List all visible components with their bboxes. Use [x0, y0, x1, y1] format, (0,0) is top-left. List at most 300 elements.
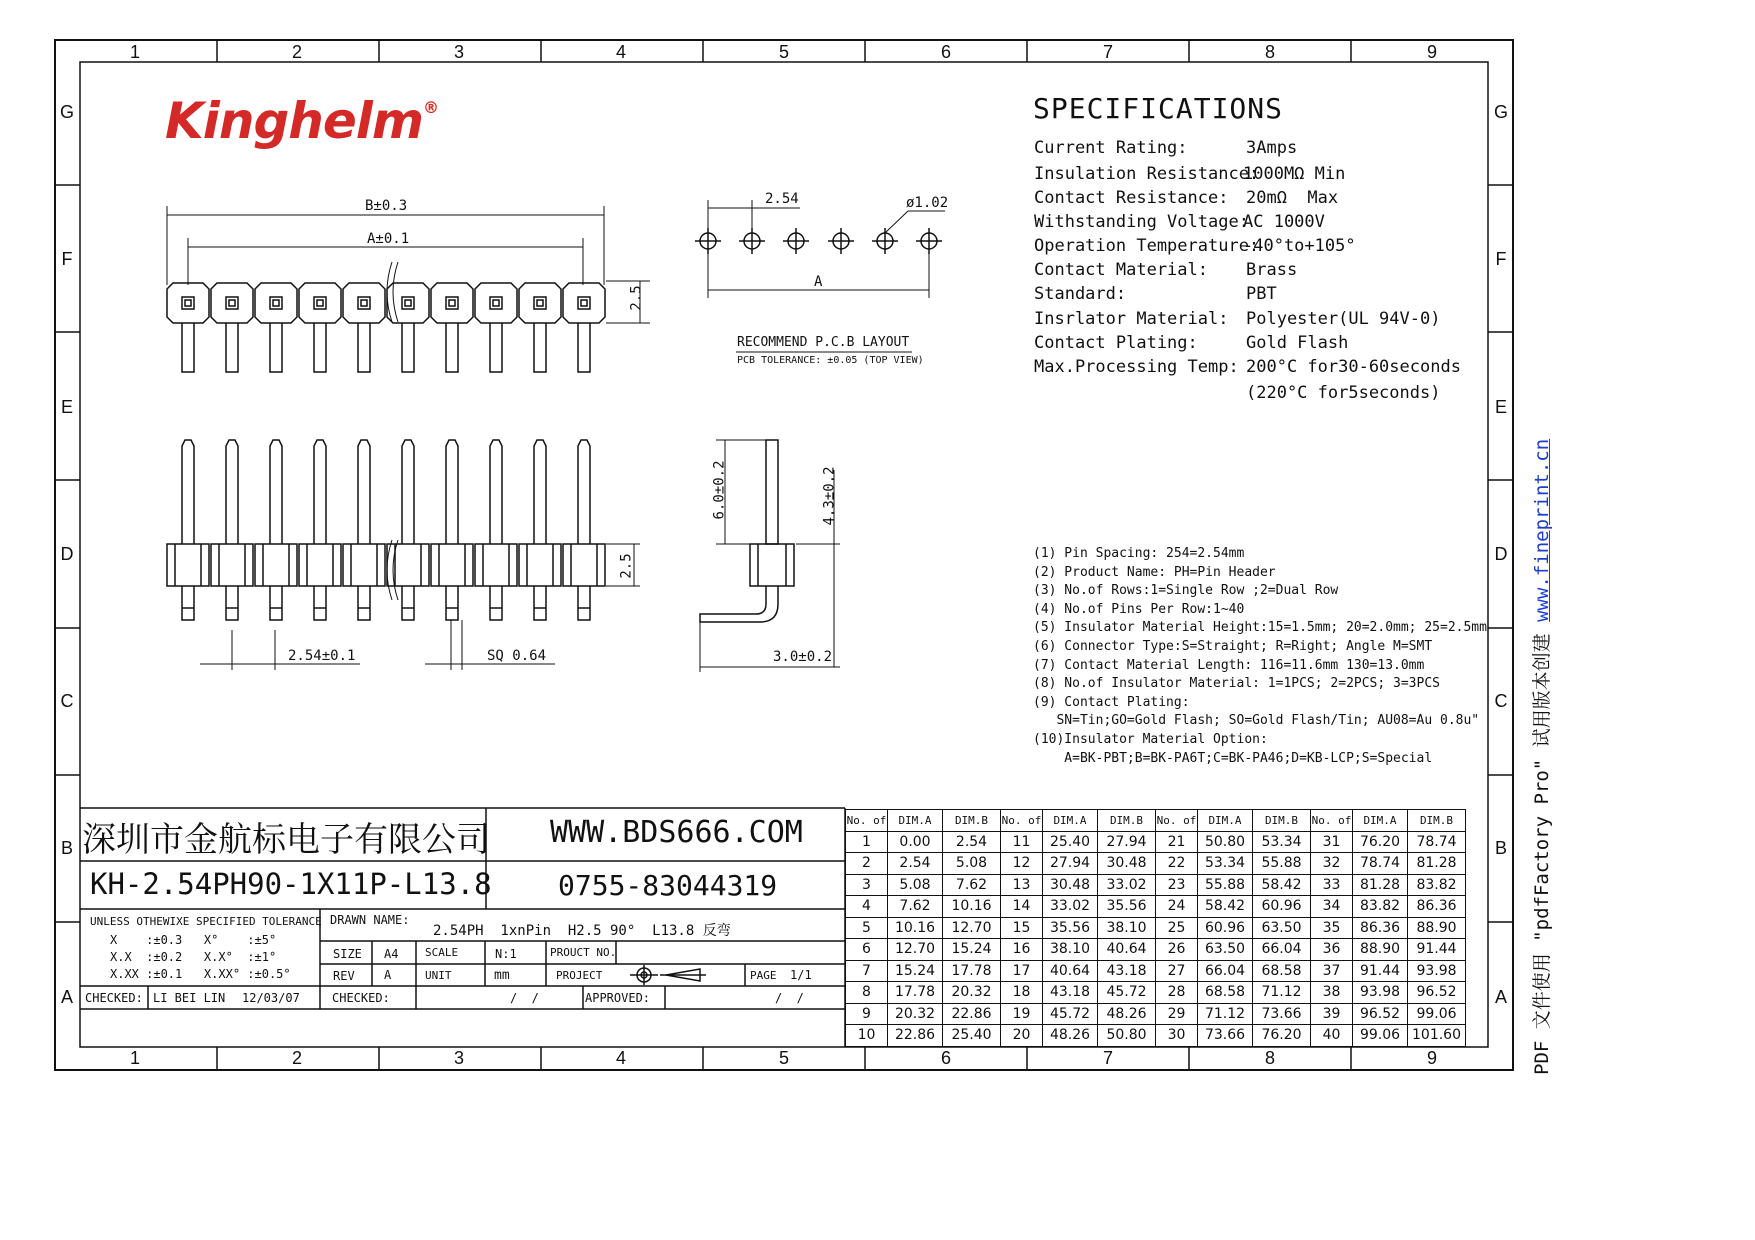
table-cell: 50.80 — [1198, 831, 1253, 853]
table-cell: 53.34 — [1198, 853, 1253, 875]
table-cell: 2.54 — [888, 853, 943, 875]
table-cell: 88.90 — [1353, 939, 1408, 961]
pin-lower — [182, 586, 194, 620]
pin-lower — [534, 586, 546, 620]
zone-column-label: 5 — [778, 1048, 789, 1068]
zone-column-label: 1 — [129, 42, 140, 62]
table-header: DIM.B — [1408, 810, 1466, 832]
table-cell: 76.20 — [1253, 1025, 1311, 1047]
table-cell: 40.64 — [1098, 939, 1156, 961]
height-front-label: 2.5 — [618, 553, 635, 579]
table-cell: 32 — [1311, 853, 1353, 875]
zone-column-label: 9 — [1426, 1048, 1437, 1068]
table-cell: 7 — [846, 960, 888, 982]
table-cell: 29 — [1156, 1003, 1198, 1025]
pin-upper — [358, 440, 370, 544]
pin-square — [270, 297, 282, 309]
table-cell: 37 — [1311, 960, 1353, 982]
housing-segment — [255, 544, 297, 586]
table-cell: 10 — [846, 1025, 888, 1047]
spec-value: Gold Flash — [1246, 333, 1349, 353]
b-dim-label: B±0.3 — [365, 198, 408, 214]
a-dim-label: A±0.1 — [367, 231, 410, 247]
table-cell: 40 — [1311, 1025, 1353, 1047]
table-cell: 27.94 — [1043, 853, 1098, 875]
top-view-drawing — [167, 283, 605, 372]
projection-symbol — [630, 965, 706, 985]
scale-label: SCALE — [425, 946, 459, 959]
spec-label: Max.Processing Temp: — [1034, 357, 1239, 377]
pin-lower — [358, 586, 370, 620]
spec-label: Standard: — [1034, 284, 1127, 304]
zone-column-label: 7 — [1102, 42, 1113, 62]
table-cell: 96.52 — [1353, 1003, 1408, 1025]
table-cell: 7.62 — [943, 874, 1001, 896]
pin-lower — [490, 586, 502, 620]
table-cell: 91.44 — [1353, 960, 1408, 982]
pin-lead — [270, 323, 282, 372]
spec-value: 3Amps — [1246, 138, 1298, 158]
table-cell: 78.74 — [1408, 831, 1466, 853]
pin-square-inner — [229, 300, 235, 306]
pin-square-inner — [273, 300, 279, 306]
table-cell: 53.34 — [1253, 831, 1311, 853]
table-cell: 96.52 — [1408, 982, 1466, 1004]
pin-body — [167, 283, 209, 323]
housing-segment — [475, 544, 517, 586]
pin-body — [343, 283, 385, 323]
pin-lower — [402, 586, 414, 620]
table-cell: 71.12 — [1198, 1003, 1253, 1025]
table-cell: 18 — [1001, 982, 1043, 1004]
pin-square-inner — [493, 300, 499, 306]
pin-square — [314, 297, 326, 309]
pcb-tolerance: PCB TOLERANCE: ±0.05 (TOP VIEW) — [737, 355, 924, 366]
table-cell: 11 — [1001, 831, 1043, 853]
spec-value: AC 1000V — [1243, 212, 1325, 232]
table-cell: 4 — [846, 896, 888, 918]
zone-column-label: 7 — [1102, 1048, 1113, 1068]
table-cell: 6 — [846, 939, 888, 961]
pcb-pitch-label: 2.54 — [765, 191, 799, 207]
table-cell: 22.86 — [943, 1003, 1001, 1025]
table-cell: 66.04 — [1253, 939, 1311, 961]
side-tail-label: 3.0±0.2 — [773, 649, 833, 665]
pcb-a-label: A — [814, 274, 823, 290]
pin-lower — [226, 586, 238, 620]
website: WWW.BDS666.COM — [550, 815, 803, 850]
table-cell: 27 — [1156, 960, 1198, 982]
approved-date: / / — [775, 991, 804, 1005]
table-cell: 28 — [1156, 982, 1198, 1004]
table-row — [846, 982, 1466, 1004]
zone-column-label: 3 — [453, 1048, 464, 1068]
table-cell: 17.78 — [888, 982, 943, 1004]
note-line: (6) Connector Type:S=Straight; R=Right; Angle M=SMT — [1033, 639, 1433, 654]
specifications-title: SPECIFICATIONS — [1033, 92, 1284, 125]
table-cell: 33.02 — [1043, 896, 1098, 918]
pin-body — [299, 283, 341, 323]
spec-value: 200°C for30-60seconds — [1246, 357, 1461, 377]
table-cell: 101.60 — [1408, 1025, 1466, 1047]
note-line: (5) Insulator Material Height:15=1.5mm; 20=2.0mm; 25=2.5mm — [1033, 620, 1487, 636]
table-header: No. of — [1311, 810, 1353, 832]
table-cell: 25 — [1156, 917, 1198, 939]
table-header: DIM.A — [888, 810, 943, 832]
table-cell: 45.72 — [1043, 1003, 1098, 1025]
table-row — [846, 1025, 1466, 1047]
unit-label: UNIT — [425, 969, 452, 982]
table-cell: 81.28 — [1408, 853, 1466, 875]
table-cell: 19 — [1001, 1003, 1043, 1025]
table-cell: 8 — [846, 982, 888, 1004]
table-cell: 31 — [1311, 831, 1353, 853]
table-cell: 2.54 — [943, 831, 1001, 853]
table-cell: 40.64 — [1043, 960, 1098, 982]
pin-upper — [270, 440, 282, 544]
spec-label: Contact Plating: — [1034, 333, 1198, 353]
note-line: (10)Insulator Material Option: — [1033, 732, 1268, 747]
pin-lead — [490, 323, 502, 372]
table-cell: 26 — [1156, 939, 1198, 961]
note-line: (9) Contact Plating: — [1033, 694, 1190, 710]
table-cell: 78.74 — [1353, 853, 1408, 875]
table-cell: 88.90 — [1408, 917, 1466, 939]
table-cell: 93.98 — [1408, 960, 1466, 982]
table-row — [846, 896, 1466, 918]
housing-segment — [431, 544, 473, 586]
scale-value: N:1 — [495, 947, 517, 961]
pin-upper — [446, 440, 458, 544]
table-cell: 38.10 — [1098, 917, 1156, 939]
fineprint-link[interactable]: www.fineprint.cn — [1531, 438, 1553, 622]
table-cell: 68.58 — [1253, 960, 1311, 982]
table-cell: 35.56 — [1098, 896, 1156, 918]
pin-square-inner — [185, 300, 191, 306]
table-cell: 48.26 — [1098, 1003, 1156, 1025]
drawn-name-value: 2.54PH 1xnPin H2.5 90° L13.8 反弯 — [433, 923, 731, 939]
size-value: A4 — [384, 947, 399, 961]
table-cell: 50.80 — [1098, 1025, 1156, 1047]
zone-row-label: C — [1494, 691, 1508, 711]
table-cell: 38.10 — [1043, 939, 1098, 961]
spec-value: PBT — [1246, 284, 1277, 304]
kinghelm-logo: Kinghelm® — [165, 92, 439, 150]
note-line: (2) Product Name: PH=Pin Header — [1033, 564, 1276, 580]
table-cell: 17 — [1001, 960, 1043, 982]
table-header: DIM.B — [1098, 810, 1156, 832]
table-header: DIM.B — [943, 810, 1001, 832]
table-row — [846, 874, 1466, 896]
company-name: 深圳市金航标电子有限公司 — [82, 820, 490, 860]
zone-column-label: 4 — [615, 1048, 626, 1068]
spec-value: (220°C for5seconds) — [1246, 383, 1441, 403]
housing-segment — [211, 544, 253, 586]
dimension-table — [845, 809, 1466, 1047]
spec-value: Polyester(UL 94V-0) — [1246, 309, 1441, 329]
table-cell: 58.42 — [1198, 896, 1253, 918]
spec-label: Current Rating: — [1034, 138, 1188, 158]
zone-column-label: 2 — [291, 1048, 302, 1068]
table-cell: 14 — [1001, 896, 1043, 918]
pin-lower — [314, 586, 326, 620]
table-cell: 17.78 — [943, 960, 1001, 982]
height-top-label: 2.5 — [628, 285, 645, 311]
pin-upper — [578, 440, 590, 544]
sq-label: SQ 0.64 — [487, 648, 547, 664]
pin-lead — [182, 323, 194, 372]
pin-lead — [402, 323, 414, 372]
pin-upper — [226, 440, 238, 544]
table-row — [846, 831, 1466, 853]
side-upper-label: 4.3±0.2 — [821, 466, 838, 526]
housing-segment — [563, 544, 605, 586]
table-header: No. of — [1001, 810, 1043, 832]
table-row — [846, 939, 1466, 961]
table-cell: 12.70 — [943, 917, 1001, 939]
table-cell: 24 — [1156, 896, 1198, 918]
table-cell: 15.24 — [943, 939, 1001, 961]
zone-row-label: F — [1495, 249, 1507, 269]
table-cell: 5.08 — [888, 874, 943, 896]
table-cell: 99.06 — [1353, 1025, 1408, 1047]
table-cell: 35.56 — [1043, 917, 1098, 939]
table-row — [846, 853, 1466, 875]
table-cell: 15 — [1001, 917, 1043, 939]
table-cell: 21 — [1156, 831, 1198, 853]
pin-square-inner — [581, 300, 587, 306]
size-label: SIZE — [333, 947, 362, 961]
pin-square — [182, 297, 194, 309]
checked2-label: CHECKED: — [332, 991, 390, 1005]
page-label: PAGE — [750, 969, 777, 982]
table-cell: 60.96 — [1253, 896, 1311, 918]
table-cell: 20.32 — [943, 982, 1001, 1004]
pin-upper — [534, 440, 546, 544]
zone-row-label: A — [1494, 987, 1507, 1007]
table-cell: 76.20 — [1353, 831, 1408, 853]
tolerance-row: X.X :±0.2 X.X° :±1° — [110, 950, 277, 964]
table-cell: 30.48 — [1098, 853, 1156, 875]
table-header: No. of — [1156, 810, 1198, 832]
table-cell: 43.18 — [1043, 982, 1098, 1004]
table-cell: 2 — [846, 853, 888, 875]
table-cell: 63.50 — [1198, 939, 1253, 961]
spec-label: Insulation Resistance: — [1034, 164, 1260, 184]
pin-square-inner — [317, 300, 323, 306]
table-cell: 60.96 — [1198, 917, 1253, 939]
zone-row-label: E — [1494, 397, 1507, 417]
pin-lower — [578, 586, 590, 620]
table-header: DIM.B — [1253, 810, 1311, 832]
zone-column-label: 9 — [1426, 42, 1437, 62]
drawn-name-label: DRAWN NAME: — [330, 913, 410, 927]
rev-label: REV — [333, 969, 355, 983]
table-cell: 81.28 — [1353, 874, 1408, 896]
table-cell: 93.98 — [1353, 982, 1408, 1004]
zone-row-label: D — [60, 544, 74, 564]
zone-row-label: G — [59, 102, 74, 122]
table-cell: 10.16 — [943, 896, 1001, 918]
table-row — [846, 1003, 1466, 1025]
table-cell: 20 — [1001, 1025, 1043, 1047]
front-view-drawing — [167, 440, 605, 620]
table-cell: 30.48 — [1043, 874, 1098, 896]
note-line: (1) Pin Spacing: 254=2.54mm — [1033, 546, 1245, 561]
table-cell: 33 — [1311, 874, 1353, 896]
pin-square-inner — [361, 300, 367, 306]
pcb-layout-drawing — [695, 228, 942, 254]
table-cell: 7.62 — [888, 896, 943, 918]
housing-segment — [519, 544, 561, 586]
table-cell: 45.72 — [1098, 982, 1156, 1004]
table-cell: 1 — [846, 831, 888, 853]
spec-value: 20mΩ Max — [1246, 188, 1339, 208]
table-cell: 22.86 — [888, 1025, 943, 1047]
side-total-label: 6.0±0.2 — [711, 460, 728, 520]
table-cell: 10.16 — [888, 917, 943, 939]
unit-value: mm — [494, 968, 510, 983]
zone-row-label: B — [60, 838, 73, 858]
table-cell: 43.18 — [1098, 960, 1156, 982]
table-cell: 12 — [1001, 853, 1043, 875]
pin-lower — [270, 586, 282, 620]
table-cell: 16 — [1001, 939, 1043, 961]
project-label: PROJECT — [556, 969, 603, 982]
spec-label: Contact Resistance: — [1034, 188, 1229, 208]
table-header: DIM.A — [1198, 810, 1253, 832]
table-row — [846, 917, 1466, 939]
note-line: SN=Tin;GO=Gold Flash; SO=Gold Flash/Tin; AU08=Au 0.8u" — [1033, 713, 1480, 729]
table-row — [846, 960, 1466, 982]
note-line: (3) No.of Rows:1=Single Row ;2=Dual Row — [1033, 583, 1339, 599]
pin-upper — [402, 440, 414, 544]
table-cell: 91.44 — [1408, 939, 1466, 961]
pin-body — [211, 283, 253, 323]
table-cell: 13 — [1001, 874, 1043, 896]
zone-column-label: 8 — [1264, 42, 1275, 62]
table-cell: 33.02 — [1098, 874, 1156, 896]
table-cell: 0.00 — [888, 831, 943, 853]
table-cell: 68.58 — [1198, 982, 1253, 1004]
pin-body — [255, 283, 297, 323]
zone-row-label: E — [60, 397, 73, 417]
pin-square — [358, 297, 370, 309]
table-cell: 30 — [1156, 1025, 1198, 1047]
checked2-date: / / — [510, 991, 539, 1005]
pin-square — [534, 297, 546, 309]
table-cell: 36 — [1311, 939, 1353, 961]
zone-column-label: 4 — [615, 42, 626, 62]
table-cell: 22 — [1156, 853, 1198, 875]
pin-lead — [446, 323, 458, 372]
zone-column-label: 8 — [1264, 1048, 1275, 1068]
spec-value: 1000MΩ Min — [1243, 164, 1346, 184]
table-cell: 38 — [1311, 982, 1353, 1004]
pdffactory-watermark: PDF 文件使用 "pdfFactory Pro" 试用版本创建 www.fineprint.cn — [1531, 438, 1553, 1075]
note-line: (4) No.of Pins Per Row:1~40 — [1033, 601, 1245, 617]
table-cell: 86.36 — [1408, 896, 1466, 918]
zone-column-label: 6 — [940, 42, 951, 62]
table-cell: 99.06 — [1408, 1003, 1466, 1025]
housing-segment — [343, 544, 385, 586]
table-cell: 48.26 — [1043, 1025, 1098, 1047]
pin-lead — [534, 323, 546, 372]
pin-body — [431, 283, 473, 323]
hole-dia-label: ø1.02 — [906, 195, 949, 211]
pin-square — [578, 297, 590, 309]
table-cell: 35 — [1311, 917, 1353, 939]
table-cell: 55.88 — [1198, 874, 1253, 896]
pin-square — [446, 297, 458, 309]
spec-label: Contact Material: — [1034, 260, 1208, 280]
table-cell: 39 — [1311, 1003, 1353, 1025]
pin-square-inner — [449, 300, 455, 306]
zone-row-label: C — [60, 691, 74, 711]
zone-row-label: G — [1493, 102, 1508, 122]
table-cell: 58.42 — [1253, 874, 1311, 896]
page-value: 1/1 — [790, 968, 812, 982]
table-header: DIM.A — [1353, 810, 1408, 832]
pin-lead — [578, 323, 590, 372]
table-cell: 9 — [846, 1003, 888, 1025]
table-cell: 55.88 — [1253, 853, 1311, 875]
zone-column-label: 3 — [453, 42, 464, 62]
checked-label: CHECKED: — [85, 991, 143, 1005]
note-line: A=BK-PBT;B=BK-PA6T;C=BK-PA46;D=KB-LCP;S=Special — [1033, 750, 1433, 766]
pin-square — [490, 297, 502, 309]
table-cell: 23 — [1156, 874, 1198, 896]
table-cell: 34 — [1311, 896, 1353, 918]
zone-column-label: 6 — [940, 1048, 951, 1068]
table-header: DIM.A — [1043, 810, 1098, 832]
rev-value: A — [384, 968, 392, 982]
zone-row-label: B — [1494, 838, 1507, 858]
table-cell: 73.66 — [1253, 1003, 1311, 1025]
housing-segment — [167, 544, 209, 586]
spec-value: -40°to+105° — [1243, 236, 1356, 256]
part-number: KH-2.54PH90-1X11P-L13.8 — [90, 867, 492, 901]
pin-square — [226, 297, 238, 309]
table-cell: 25.40 — [943, 1025, 1001, 1047]
table-cell: 3 — [846, 874, 888, 896]
checked-name: LI BEI LIN — [153, 991, 226, 1005]
phone-number: 0755-83044319 — [558, 869, 778, 902]
spec-value: Brass — [1246, 260, 1298, 280]
tolerance-title: UNLESS OTHEWIXE SPECIFIED TOLERANCE — [90, 915, 322, 928]
note-line: (7) Contact Material Length: 116=11.6mm 130=13.0mm — [1033, 657, 1425, 673]
pin-upper — [182, 440, 194, 544]
pin-body — [563, 283, 605, 323]
pin-square — [402, 297, 414, 309]
spec-label: Withstanding Voltage: — [1034, 212, 1249, 232]
pin-lead — [226, 323, 238, 372]
product-no-label: PROUCT NO. — [550, 946, 617, 959]
spec-label: Insrlator Material: — [1034, 309, 1229, 329]
table-cell: 5.08 — [943, 853, 1001, 875]
table-cell: 83.82 — [1353, 896, 1408, 918]
zone-row-label: F — [61, 249, 73, 269]
table-cell: 63.50 — [1253, 917, 1311, 939]
pin-lower — [446, 586, 458, 620]
table-header: No. of — [846, 810, 888, 832]
pin-lead — [314, 323, 326, 372]
table-cell: 20.32 — [888, 1003, 943, 1025]
approved-label: APPROVED: — [585, 991, 651, 1005]
housing-segment — [299, 544, 341, 586]
table-cell: 27.94 — [1098, 831, 1156, 853]
pitch-front-label: 2.54±0.1 — [288, 648, 356, 664]
